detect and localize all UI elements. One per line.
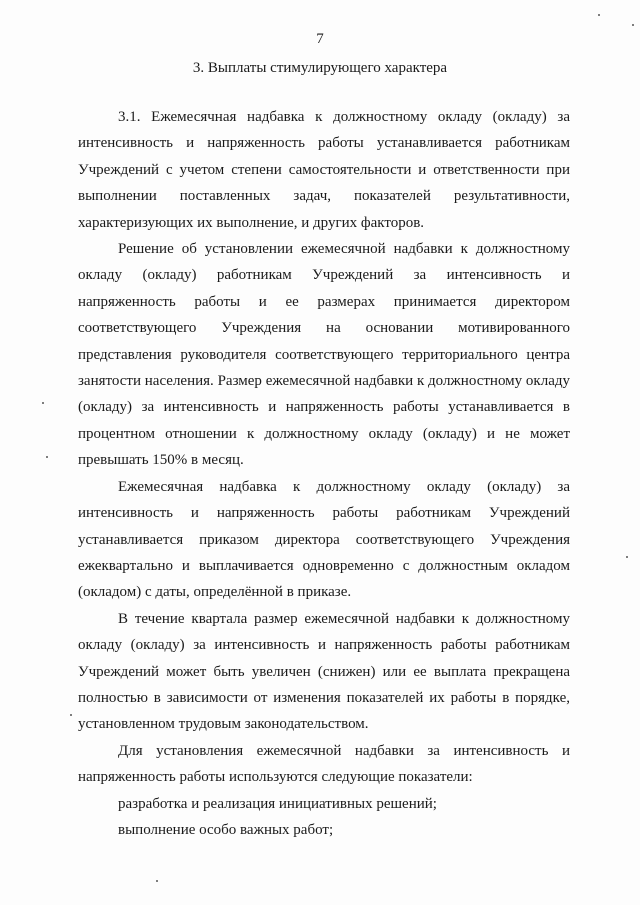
page-number: 7 (316, 31, 324, 47)
scan-speck (626, 556, 628, 558)
paragraph-order: Ежемесячная надбавка к должностному окладу (окладу) за интенсивность и напряженность работы работникам Учреждений устанавливается приказом директора соответствующего Учреждения ежеквартально и выплачивается одновременно с должностным окладом (окладом) с даты, определённой в приказе. (78, 478, 570, 601)
scan-speck (632, 24, 634, 26)
paragraph-indicators-intro: Для установления ежемесячной надбавки за интенсивность и напряженность работы используются следующие показатели: (78, 742, 570, 786)
paragraph-quarter-change: В течение квартала размер ежемесячной надбавки к должностному окладу (окладу) за интенсивность и напряженность работы работникам Учреждений может быть увеличен (снижен) или ее выплата прекращена полностью в зависимости от изменения показателей их работы в порядке, установленном трудовым законодательством. (78, 610, 570, 733)
paragraph-decision: Решение об установлении ежемесячной надбавки к должностному окладу (окладу) работникам Учреждений за интенсивность и напряженность работы и ее размерах принимается директором соответствующего Учреждения на основании мотивированного представления руководителя соответствующего территориального центра занятости населения. Размер ежемесячной надбавки к должностному окладу (окладу) за интенсивность и напряженность работы устанавливается в процентном отношении к должностному окладу (окладу) и не может превышать 150% в месяц. (78, 241, 570, 469)
list-item: разработка и реализация инициативных решений; (118, 795, 437, 812)
document-body (78, 104, 570, 843)
scan-speck (46, 456, 48, 458)
list-item: выполнение особо важных работ; (118, 821, 334, 838)
scan-speck (156, 880, 158, 882)
scan-speck (70, 714, 72, 716)
paragraph-3-1: 3.1. Ежемесячная надбавка к должностному окладу (окладу) за интенсивность и напряженность работы устанавливается работникам Учреждений с учетом степени самостоятельности и ответственности при выполнении поставленных задач, показателей результативности, характеризующих их выполнение, и других факторов. (78, 109, 570, 231)
scan-speck (42, 402, 44, 404)
section-title: 3. Выплаты стимулирующего характера (192, 60, 448, 76)
scan-speck (598, 14, 600, 16)
